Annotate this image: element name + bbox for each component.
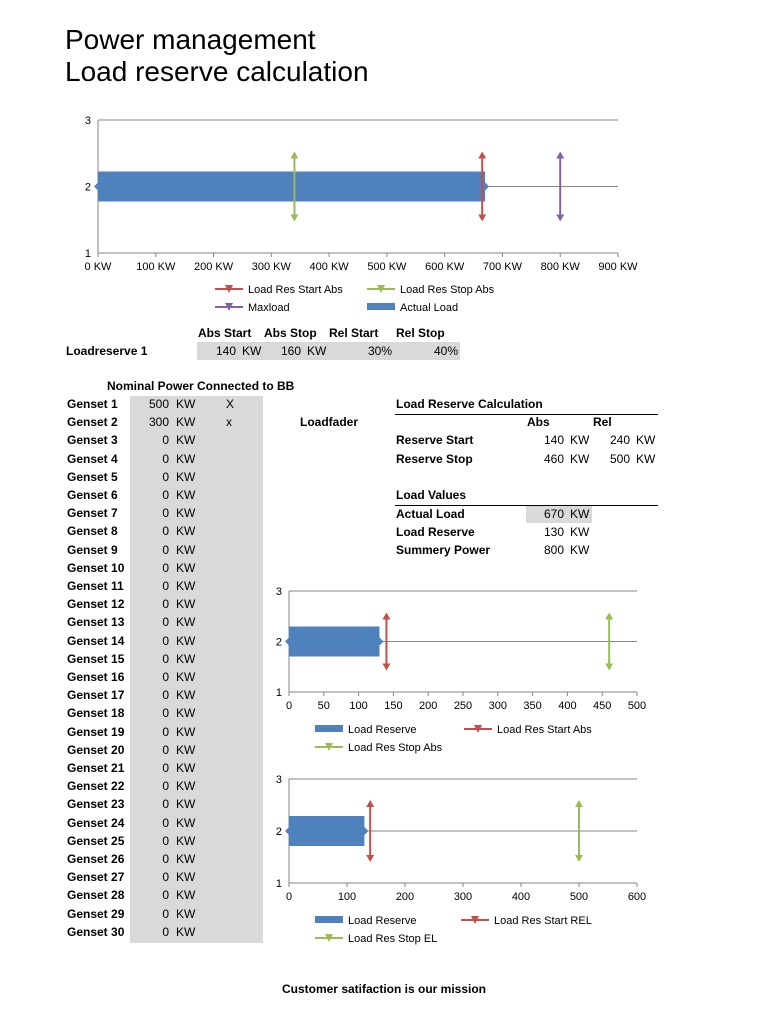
marker-cap-top: [575, 800, 583, 807]
genset-power-unit: KW: [176, 870, 196, 885]
x-tick-label: 900 KW: [598, 261, 638, 273]
genset-power-unit: KW: [176, 579, 196, 593]
calc-abs-unit: KW: [570, 433, 590, 447]
genset-power-value[interactable]: 0: [162, 815, 169, 830]
genset-name: Genset 2: [67, 415, 118, 430]
genset-power-unit: KW: [176, 597, 196, 612]
genset-name: Genset 10: [67, 560, 125, 575]
legend-swatch: [367, 303, 395, 310]
legend-label: Load Reserve: [348, 724, 417, 736]
load-value-label: Actual Load: [396, 507, 465, 521]
header-rel-start: Rel Start: [329, 326, 379, 340]
genset-power-unit: KW: [176, 688, 196, 703]
legend-label: Maxload: [248, 302, 290, 314]
load-value-unit: KW: [570, 543, 590, 557]
genset-power-value[interactable]: 0: [162, 906, 169, 921]
x-tick-label: 100: [337, 891, 357, 903]
calc-rel-unit: KW: [636, 433, 656, 447]
genset-power-value[interactable]: 0: [162, 706, 169, 721]
genset-power-value[interactable]: 0: [162, 888, 169, 903]
load-value-label: Load Reserve: [396, 525, 475, 539]
genset-name: Genset 26: [67, 852, 125, 866]
genset-power-value[interactable]: 0: [162, 469, 169, 484]
calc-rel-unit: KW: [636, 452, 656, 466]
genset-power-value[interactable]: 0: [162, 433, 169, 448]
load-reserve-abs-chart: [268, 582, 658, 760]
marker-cap-top: [478, 152, 486, 159]
legend-label: Load Res Stop Abs: [348, 742, 443, 754]
genset-power-value[interactable]: 0: [162, 615, 169, 630]
y-tick-label: 2: [84, 181, 91, 194]
genset-power-value[interactable]: 0: [162, 524, 169, 539]
genset-power-unit: KW: [176, 560, 196, 575]
y-tick-label: 2: [275, 826, 282, 838]
x-tick-label: 400: [511, 891, 531, 903]
genset-power-value[interactable]: 0: [162, 797, 169, 812]
genset-power-unit: KW: [176, 542, 196, 557]
marker-cap-top: [290, 152, 298, 159]
legend-label: Load Reserve: [348, 915, 417, 927]
genset-power-unit: KW: [176, 433, 196, 448]
marker-cap-top: [605, 613, 613, 620]
genset-power-value[interactable]: 0: [162, 761, 169, 775]
genset-power-value[interactable]: 0: [162, 852, 169, 866]
legend-label: Actual Load: [400, 302, 459, 314]
genset-power-unit: KW: [176, 670, 196, 684]
footer-text: Customer satifaction is our mission: [281, 982, 487, 996]
rel-stop-value[interactable]: 40%: [433, 344, 458, 358]
header-rel-stop: Rel Stop: [396, 326, 445, 340]
genset-power-value[interactable]: 0: [162, 924, 169, 939]
calc-abs-unit: KW: [570, 452, 590, 466]
marker-cap-bottom: [478, 215, 486, 222]
genset-power-value[interactable]: 0: [162, 633, 169, 648]
genset-name: Genset 18: [67, 706, 125, 721]
load-value-number: 670: [543, 507, 564, 521]
genset-power-value[interactable]: 0: [162, 597, 169, 612]
calc-col-rel: Rel: [593, 415, 612, 429]
x-tick-label: 100: [349, 700, 368, 712]
genset-power-value[interactable]: 0: [162, 451, 169, 466]
genset-power-unit: KW: [176, 724, 196, 739]
genset-name: Genset 7: [67, 506, 118, 521]
genset-power-unit: KW: [176, 451, 196, 466]
bar-actual-load: [98, 172, 485, 202]
loadreserve-row-label: Loadreserve 1: [66, 344, 148, 358]
x-tick-label: 50: [317, 700, 330, 712]
x-tick-label: 450: [593, 700, 612, 712]
page-title: Power management: [65, 24, 316, 55]
calc-rel-value: 500: [609, 452, 630, 466]
marker-cap-bottom: [575, 855, 583, 862]
loadfader-label: Loadfader: [300, 415, 359, 429]
genset-power-unit: KW: [176, 815, 196, 830]
genset-name: Genset 6: [67, 488, 118, 502]
genset-power-unit: KW: [176, 706, 196, 721]
genset-name: Genset 8: [67, 524, 118, 539]
x-tick-label: 500: [627, 700, 647, 712]
genset-power-value[interactable]: 0: [162, 560, 169, 575]
page-subtitle: Load reserve calculation: [65, 56, 369, 87]
genset-power-value[interactable]: 0: [162, 579, 169, 593]
abs-start-value[interactable]: 140: [215, 344, 236, 358]
genset-name: Genset 3: [67, 433, 118, 448]
legend-label: Load Res Start Abs: [248, 284, 343, 296]
genset-name: Genset 11: [67, 579, 124, 593]
legend-label: Load Res Stop Abs: [400, 284, 495, 296]
legend-label: Load Res Stop EL: [348, 933, 438, 945]
genset-name: Genset 16: [67, 670, 125, 684]
genset-heading: Nominal Power Connected to BB: [107, 379, 295, 393]
x-tick-label: 400 KW: [309, 261, 349, 273]
x-tick-label: 0 KW: [84, 261, 112, 273]
load-values-heading: Load Values: [396, 488, 467, 502]
genset-power-value[interactable]: 0: [162, 542, 169, 557]
genset-name: Genset 23: [67, 797, 125, 812]
x-tick-label: 200 KW: [193, 261, 234, 273]
genset-power-unit: KW: [176, 888, 196, 903]
genset-power-unit: KW: [176, 397, 196, 411]
genset-name: Genset 1: [67, 397, 118, 411]
genset-name: Genset 17: [67, 688, 125, 703]
x-tick-label: 350: [523, 700, 542, 712]
genset-power-unit: KW: [176, 651, 196, 666]
legend-swatch: [315, 725, 343, 732]
x-tick-label: 300: [453, 891, 473, 903]
header-abs-start: Abs Start: [198, 326, 252, 340]
load-value-unit: KW: [570, 525, 590, 539]
genset-power-value[interactable]: 0: [162, 488, 169, 502]
load-value-label: Summery Power: [396, 543, 491, 557]
genset-power-value[interactable]: 300: [148, 415, 169, 430]
genset-power-unit: KW: [176, 761, 196, 775]
genset-name: Genset 13: [67, 615, 125, 630]
genset-power-unit: KW: [176, 469, 196, 484]
genset-power-unit: KW: [176, 906, 196, 921]
genset-name: Genset 27: [67, 870, 125, 885]
genset-name: Genset 5: [67, 469, 118, 484]
genset-power-value[interactable]: 0: [162, 870, 169, 885]
genset-name: Genset 15: [67, 651, 125, 666]
x-tick-label: 200: [395, 891, 415, 903]
calc-abs-value: 140: [543, 433, 564, 447]
bar-load-reserve: [289, 816, 364, 846]
y-tick-label: 1: [275, 687, 282, 699]
calc-rel-value: 240: [609, 433, 630, 447]
genset-name: Genset 20: [67, 742, 125, 757]
calc-abs-value: 460: [543, 452, 564, 466]
genset-power-unit: KW: [176, 488, 196, 502]
genset-power-unit: KW: [176, 633, 196, 648]
genset-power-value[interactable]: 500: [148, 397, 169, 411]
genset-power-value[interactable]: 0: [162, 779, 169, 794]
x-tick-label: 600 KW: [425, 261, 465, 273]
x-tick-label: 300 KW: [251, 261, 291, 273]
genset-power-unit: KW: [176, 779, 196, 794]
calc-row-label: Reserve Stop: [396, 452, 473, 466]
genset-power-unit: KW: [176, 742, 196, 757]
x-tick-label: 600: [627, 891, 647, 903]
abs-stop-value[interactable]: 160: [280, 344, 301, 358]
genset-name: Genset 12: [67, 597, 125, 612]
x-tick-label: 500: [569, 891, 589, 903]
genset-power-value[interactable]: 0: [162, 833, 169, 848]
genset-name: Genset 21: [67, 761, 125, 775]
genset-name: Genset 14: [67, 633, 125, 648]
genset-power-unit: KW: [176, 924, 196, 939]
genset-name: Genset 30: [67, 924, 125, 939]
marker-cap-bottom: [290, 215, 298, 222]
genset-power-value[interactable]: 0: [162, 724, 169, 739]
genset-power-value[interactable]: 0: [162, 670, 169, 684]
y-tick-label: 2: [275, 636, 282, 649]
genset-power-value[interactable]: 0: [162, 688, 169, 703]
genset-power-unit: KW: [176, 415, 196, 430]
genset-name: Genset 9: [67, 542, 118, 557]
y-tick-label: 1: [275, 878, 282, 890]
marker-cap-top: [366, 800, 374, 807]
genset-power-value[interactable]: 0: [162, 742, 169, 757]
legend-label: Load Res Start Abs: [497, 724, 592, 736]
x-tick-label: 0: [285, 700, 293, 712]
abs-start-unit: KW: [242, 344, 262, 358]
calc-col-abs: Abs: [527, 415, 550, 429]
genset-name: Genset 4: [67, 451, 118, 466]
x-tick-label: 150: [384, 700, 403, 712]
actual-load-chart: [60, 108, 700, 318]
load-value-number: 130: [543, 525, 564, 539]
genset-power-value[interactable]: 0: [162, 506, 169, 521]
calc-row-label: Reserve Start: [396, 433, 474, 447]
x-tick-label: 200: [419, 700, 438, 712]
x-tick-label: 700 KW: [482, 261, 523, 273]
x-tick-label: 400: [558, 700, 577, 712]
genset-power-unit: KW: [176, 852, 196, 866]
genset-name: Genset 22: [67, 779, 125, 794]
genset-connected-mark[interactable]: x: [226, 415, 232, 430]
genset-power-unit: KW: [176, 615, 196, 630]
x-tick-label: 250: [453, 700, 473, 712]
y-tick-label: 1: [84, 248, 91, 260]
y-tick-label: 3: [275, 586, 282, 598]
abs-stop-unit: KW: [307, 344, 327, 358]
y-tick-label: 3: [275, 774, 282, 786]
y-tick-label: 3: [84, 115, 91, 127]
marker-cap-top: [556, 152, 564, 159]
legend-swatch: [315, 916, 343, 923]
marker-cap-top: [382, 613, 390, 620]
header-abs-stop: Abs Stop: [264, 326, 317, 340]
load-value-number: 800: [543, 543, 564, 557]
genset-name: Genset 24: [67, 815, 125, 830]
genset-power-unit: KW: [176, 524, 196, 539]
marker-cap-bottom: [556, 215, 564, 222]
genset-name: Genset 28: [67, 888, 125, 903]
x-tick-label: 100 KW: [136, 261, 176, 273]
x-tick-label: 500 KW: [367, 261, 407, 273]
load-reserve-rel-chart: [268, 770, 658, 948]
genset-power-unit: KW: [176, 506, 196, 521]
x-tick-label: 800 KW: [540, 261, 580, 273]
marker-cap-bottom: [366, 855, 374, 862]
x-tick-label: 0: [285, 891, 293, 903]
calc-heading: Load Reserve Calculation: [396, 397, 543, 411]
bar-load-reserve: [289, 627, 379, 657]
genset-connected-mark[interactable]: X: [226, 397, 235, 411]
x-tick-label: 300: [488, 700, 507, 712]
rel-start-value[interactable]: 30%: [367, 344, 392, 358]
legend-label: Load Res Start REL: [494, 915, 592, 927]
marker-cap-bottom: [382, 664, 390, 671]
genset-power-value[interactable]: 0: [162, 651, 169, 666]
marker-cap-bottom: [605, 664, 613, 671]
genset-name: Genset 29: [67, 906, 125, 921]
load-value-unit: KW: [570, 507, 590, 521]
genset-name: Genset 19: [67, 724, 125, 739]
genset-power-unit: KW: [176, 833, 196, 848]
genset-name: Genset 25: [67, 833, 125, 848]
genset-power-unit: KW: [176, 797, 196, 812]
